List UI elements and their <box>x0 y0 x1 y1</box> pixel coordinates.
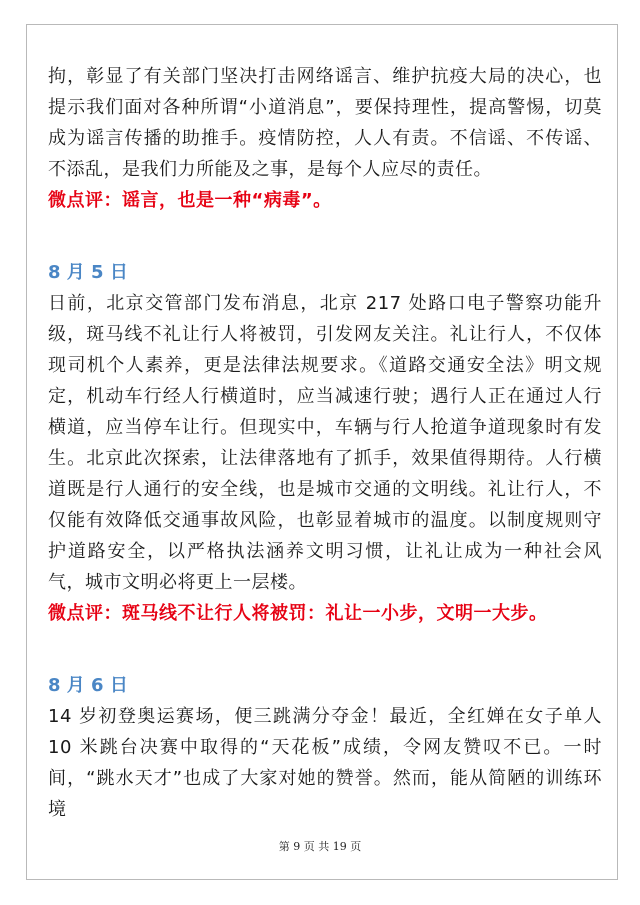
date-heading-aug5: 8 月 5 日 <box>48 262 128 283</box>
paragraph-aug6: 14 岁初登奥运赛场，便三跳满分夺金！最近，全红婵在女子单人 10 米跳台决赛中取得的“天花板”成绩，令网友赞叹不已。一时间，“跳水天才”也成了大家对她的赞誉。然而，能从简陋的训练环境 <box>48 706 602 820</box>
page-number-footer: 第 9 页 共 19 页 <box>278 840 362 853</box>
date-heading-aug6: 8 月 6 日 <box>48 675 128 696</box>
paragraph-aug5: 日前，北京交管部门发布消息，北京 217 处路口电子警察功能升级，斑马线不礼让行人将被罚，引发网友关注。礼让行人，不仅体现司机个人素养，更是法律法规要求。《道路交通安全法》明文规定，机动车行经人行横道时，应当减速行驶；遇行人正在通过人行横道，应当停车让行。但现实中，车辆与行人抢道争道现象时有发生。北京此次探索，让法律落地有了抓手，效果值得期待。人行横道既是行人通行的安全线，也是城市交通的文明线。礼让行人，不仅能有效降低交通事故风险，也彰显着城市的温度。以制度规则守护道路安全，以严格执法涵养文明习惯，让礼让成为一种社会风气，城市文明必将更上一层楼。 <box>48 293 602 593</box>
comment-top: 微点评：谣言，也是一种“病毒”。 <box>48 190 332 211</box>
paragraph-top: 拘，彰显了有关部门坚决打击网络谣言、维护抗疫大局的决心，也提示我们面对各种所谓“小道消息”，要保持理性，提高警惕，切莫成为谣言传播的助推手。疫情防控，人人有责。不信谣、不传谣、不添乱，是我们力所能及之事，是每个人应尽的责任。 <box>48 66 602 180</box>
comment-aug5: 微点评：斑马线不让行人将被罚：礼让一小步，文明一大步。 <box>48 603 548 624</box>
document-body <box>48 61 602 825</box>
